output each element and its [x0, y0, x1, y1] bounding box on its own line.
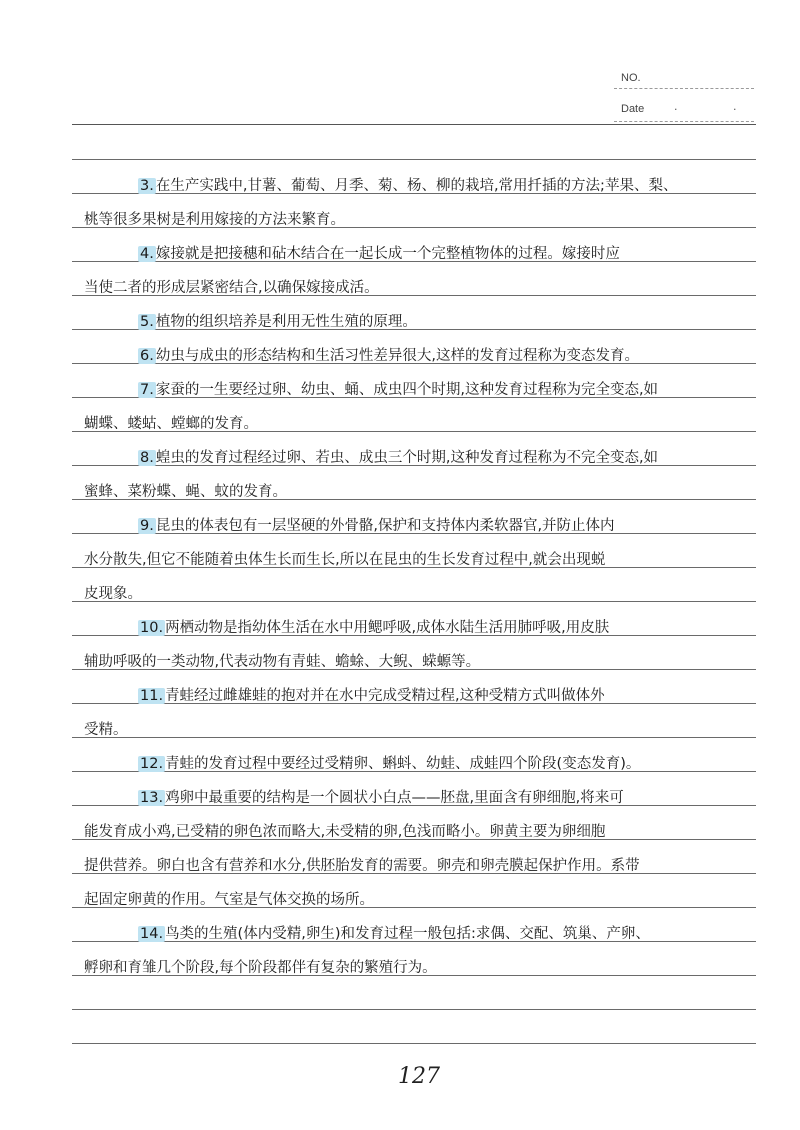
- note-line: [84, 890, 754, 910]
- item-number: 12.: [140, 756, 164, 772]
- line-text: 孵卵和育雏几个阶段,每个阶段都伴有复杂的繁殖行为。: [84, 960, 437, 976]
- line-text: 幼虫与成虫的形态结构和生活习性差异很大,这样的发育过程称为变态发育。: [155, 348, 639, 364]
- line-text: 家蚕的一生要经过卵、幼虫、蛹、成虫四个时期,这种发育过程称为完全变态,如: [155, 382, 659, 398]
- item-number: 3.: [140, 178, 154, 194]
- no-label: NO.: [621, 72, 641, 84]
- note-line: [84, 822, 754, 842]
- line-text: 水分散失,但它不能随着虫体生长而生长,所以在昆虫的生长发育过程中,就会出现蜕: [84, 552, 606, 568]
- line-text: 提供营养。卵白也含有营养和水分,供胚胎发育的需要。卵壳和卵壳膜起保护作用。系带: [84, 858, 640, 874]
- line-text: 昆虫的体表包有一层坚硬的外骨骼,保护和支持体内柔软器官,并防止体内: [155, 518, 615, 534]
- header-dotted-line: [614, 88, 754, 89]
- note-line: [138, 176, 754, 196]
- header-dotted-line: [614, 121, 754, 122]
- line-text: 鸟类的生殖(体内受精,卵生)和发育过程一般包括:求偶、交配、筑巢、产卵、: [165, 926, 650, 942]
- line-text: 辅助呼吸的一类动物,代表动物有青蛙、蟾蜍、大鲵、蝾螈等。: [84, 654, 481, 670]
- note-line: [84, 958, 754, 978]
- ruled-line: [72, 124, 756, 125]
- note-line: [138, 346, 754, 366]
- note-line: [138, 788, 754, 808]
- note-line: [138, 686, 754, 706]
- line-text: 在生产实践中,甘薯、葡萄、月季、菊、杨、柳的栽培,常用扦插的方法;苹果、梨、: [155, 178, 678, 194]
- note-line: [138, 244, 754, 264]
- note-line: [84, 550, 754, 570]
- line-text: 起固定卵黄的作用。气室是气体交换的场所。: [84, 892, 374, 908]
- item-number: 11.: [140, 688, 164, 704]
- item-number: 4.: [140, 246, 154, 262]
- item-number: 8.: [140, 450, 154, 466]
- item-number: 6.: [140, 348, 154, 364]
- note-line: [84, 210, 754, 230]
- line-text: 能发育成小鸡,已受精的卵色浓而略大,未受精的卵,色浅而略小。卵黄主要为卵细胞: [84, 824, 606, 840]
- date-label: Date: [621, 103, 645, 115]
- page-number: 127: [398, 1064, 440, 1089]
- note-line: [138, 924, 754, 944]
- line-text: 青蛙的发育过程中要经过受精卵、蝌蚪、幼蛙、成蛙四个阶段(变态发育)。: [165, 756, 641, 772]
- line-text: 嫁接就是把接穗和砧木结合在一起长成一个完整植物体的过程。嫁接时应: [155, 246, 620, 262]
- note-line: [84, 720, 754, 740]
- note-line: [138, 448, 754, 468]
- item-number: 13.: [140, 790, 164, 806]
- item-number: 14.: [140, 926, 164, 942]
- line-text: 受精。: [84, 722, 128, 738]
- note-line: [84, 584, 754, 604]
- note-line: [138, 516, 754, 536]
- note-line: [138, 754, 754, 774]
- note-line: [84, 652, 754, 672]
- line-text: 蝴蝶、蝼蛄、螳螂的发育。: [84, 416, 258, 432]
- note-line: [84, 278, 754, 298]
- item-number: 10.: [140, 620, 164, 636]
- line-text: 皮现象。: [84, 586, 142, 602]
- note-line: [138, 380, 754, 400]
- line-text: 植物的组织培养是利用无性生殖的原理。: [155, 314, 417, 330]
- line-text: 蝗虫的发育过程经过卵、若虫、成虫三个时期,这种发育过程称为不完全变态,如: [155, 450, 659, 466]
- ruled-line: [72, 159, 756, 160]
- note-line: [138, 618, 754, 638]
- date-dots: · ·: [674, 103, 763, 116]
- line-text: 鸡卵中最重要的结构是一个圆状小白点——胚盘,里面含有卵细胞,将来可: [165, 790, 624, 806]
- line-text: 青蛙经过雌雄蛙的抱对并在水中完成受精过程,这种受精方式叫做体外: [165, 688, 605, 704]
- line-text: 当使二者的形成层紧密结合,以确保嫁接成活。: [84, 280, 379, 296]
- line-text: 桃等很多果树是利用嫁接的方法来繁育。: [84, 212, 345, 228]
- line-text: 两栖动物是指幼体生活在水中用鳃呼吸,成体水陆生活用肺呼吸,用皮肤: [165, 620, 610, 636]
- note-line: [138, 312, 754, 332]
- ruled-line: [72, 1009, 756, 1010]
- note-line: [84, 482, 754, 502]
- note-line: [84, 414, 754, 434]
- item-number: 7.: [140, 382, 154, 398]
- note-line: [84, 856, 754, 876]
- line-text: 蜜蜂、菜粉蝶、蝇、蚊的发育。: [84, 484, 287, 500]
- item-number: 9.: [140, 518, 154, 534]
- ruled-line: [72, 1043, 756, 1044]
- item-number: 5.: [140, 314, 154, 330]
